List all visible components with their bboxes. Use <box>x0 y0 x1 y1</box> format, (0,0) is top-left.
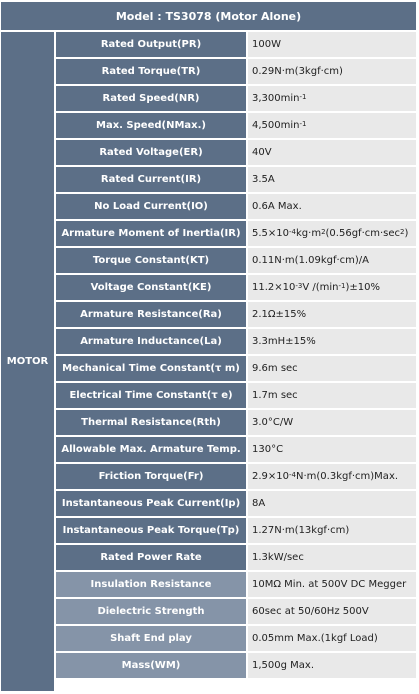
row-value: 3.3mH±15% <box>248 329 416 354</box>
row-value: 4,500min $^{-1}$ <box>248 113 416 138</box>
row-label: Rated Speed(NR) <box>56 86 248 111</box>
row-value: 3.5A <box>248 167 416 192</box>
table-row <box>56 545 416 572</box>
row-label: Torque Constant(KT) <box>56 248 248 273</box>
row-value: 0.11N·m(1.09kgf·cm)/A <box>248 248 416 273</box>
row-label: Mechanical Time Constant(τ m) <box>56 356 248 381</box>
row-label: Thermal Resistance(Rth) <box>56 410 248 435</box>
row-label: Insulation Resistance <box>56 572 248 597</box>
row-value: 60sec at 50/60Hz 500V <box>248 599 416 624</box>
row-label: Friction Torque(Fr) <box>56 464 248 489</box>
row-value: 8A <box>248 491 416 516</box>
table-row <box>56 113 416 140</box>
row-label: Rated Torque(TR) <box>56 59 248 84</box>
row-value: 2.1Ω±15% <box>248 302 416 327</box>
table-row <box>56 221 416 248</box>
motor-section-label: MOTOR <box>1 32 54 691</box>
table-row <box>56 248 416 275</box>
row-label: Electrical Time Constant(τ e) <box>56 383 248 408</box>
row-label: Shaft End play <box>56 626 248 651</box>
table-row <box>56 464 416 491</box>
table-row <box>56 140 416 167</box>
table-row <box>56 329 416 356</box>
row-label: Armature Moment of Inertia(IR) <box>56 221 248 246</box>
row-value: 1.27N·m(13kgf·cm) <box>248 518 416 543</box>
row-value: 0.05mm Max.(1kgf Load) <box>248 626 416 651</box>
table-row <box>56 626 416 653</box>
row-label: Dielectric Strength <box>56 599 248 624</box>
row-label: Allowable Max. Armature Temp. <box>56 437 248 462</box>
table-row <box>56 194 416 221</box>
table-row <box>56 653 416 680</box>
row-value: 0.29N·m(3kgf·cm) <box>248 59 416 84</box>
row-value: 130°C <box>248 437 416 462</box>
row-value: 1.3kW/sec <box>248 545 416 570</box>
table-row <box>56 572 416 599</box>
table-row <box>56 383 416 410</box>
table-row <box>56 59 416 86</box>
row-value: 0.6A Max. <box>248 194 416 219</box>
row-value: 1,500g Max. <box>248 653 416 678</box>
row-value: 3,300min $^{-1}$ <box>248 86 416 111</box>
row-label: Instantaneous Peak Torque(Tp) <box>56 518 248 543</box>
row-value: 40V <box>248 140 416 165</box>
row-value: 100W <box>248 32 416 57</box>
row-value: 2.9×10 $^{-4}$ N·m(0.3kgf·cm)Max. <box>248 464 416 489</box>
row-value: 5.5×10 $^{-4}$ kg·m $^2$ (0.56gf·cm·sec $^2$ ) <box>248 221 416 246</box>
table-row <box>56 167 416 194</box>
table-row <box>56 437 416 464</box>
row-value: 10MΩ Min. at 500V DC Megger <box>248 572 416 597</box>
spec-rows <box>56 32 416 680</box>
row-label: Rated Power Rate <box>56 545 248 570</box>
row-label: Rated Current(IR) <box>56 167 248 192</box>
row-label: Armature Inductance(La) <box>56 329 248 354</box>
table-row <box>56 275 416 302</box>
table-row <box>56 599 416 626</box>
row-label: Instantaneous Peak Current(Ip) <box>56 491 248 516</box>
row-label: Armature Resistance(Ra) <box>56 302 248 327</box>
table-row <box>56 32 416 59</box>
row-label: Rated Voltage(ER) <box>56 140 248 165</box>
spec-table <box>1 2 416 691</box>
row-value: 11.2×10 $^{-3}$ V /(min $^{-1}$ )±10% <box>248 275 416 300</box>
row-label: No Load Current(IO) <box>56 194 248 219</box>
row-label: Mass(WM) <box>56 653 248 678</box>
row-value: 1.7m sec <box>248 383 416 408</box>
row-label: Rated Output(PR) <box>56 32 248 57</box>
table-row <box>56 302 416 329</box>
row-value: 9.6m sec <box>248 356 416 381</box>
table-row <box>56 86 416 113</box>
table-row <box>56 356 416 383</box>
row-label: Max. Speed(NMax.) <box>56 113 248 138</box>
table-row <box>56 518 416 545</box>
table-row <box>56 410 416 437</box>
row-value: 3.0°C/W <box>248 410 416 435</box>
row-label: Voltage Constant(KE) <box>56 275 248 300</box>
table-title: Model : TS3078 (Motor Alone) <box>1 2 416 32</box>
table-row <box>56 491 416 518</box>
